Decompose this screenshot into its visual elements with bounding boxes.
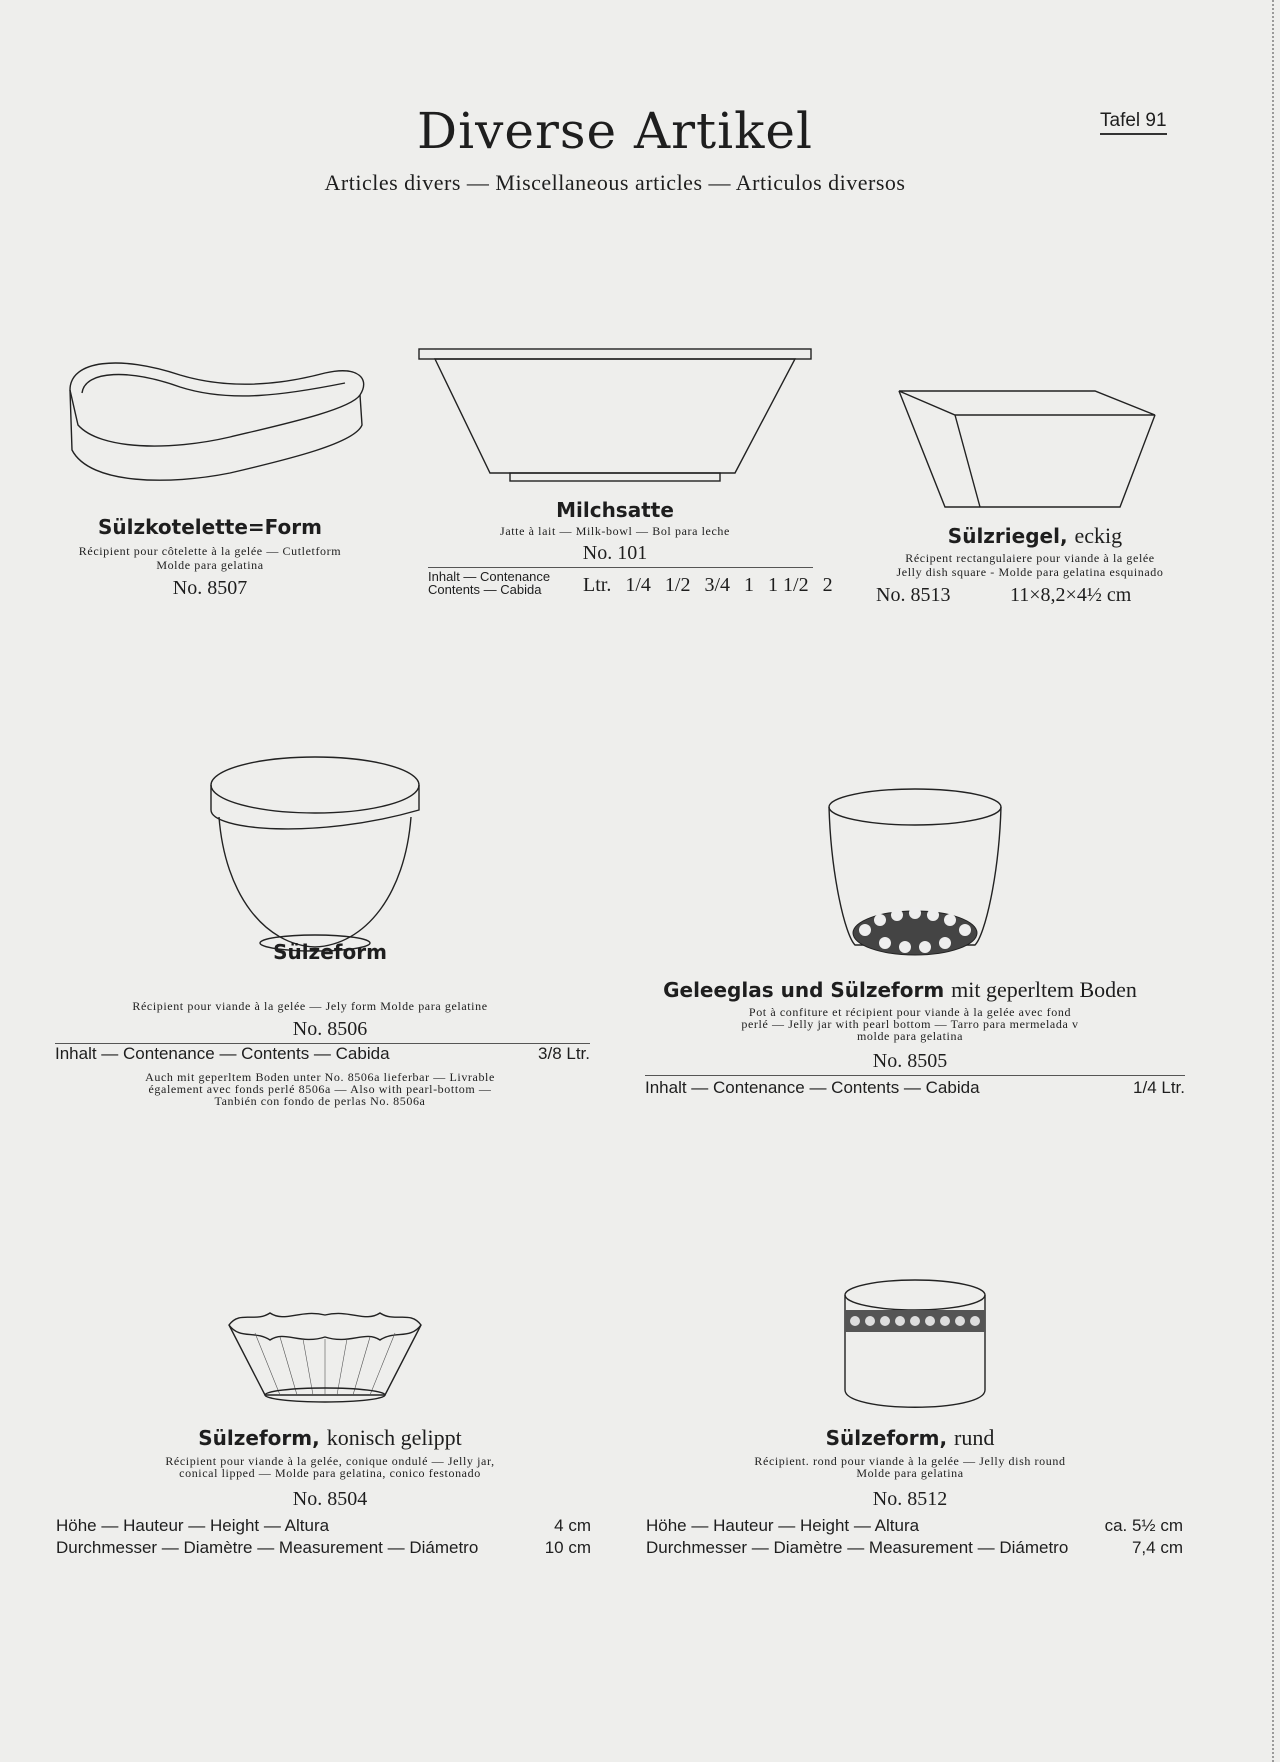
capacity-sizes-101 — [583, 574, 833, 597]
pearl-bottom-jar-illustration — [825, 785, 1005, 960]
size-value: 1 — [744, 574, 755, 596]
product-note-8506 — [70, 1071, 570, 1107]
size-value: 1/4 — [625, 574, 651, 596]
capacity-label-101 — [428, 570, 550, 596]
height-row-8512 — [646, 1516, 1183, 1536]
desc-line: Récipient. rond pour viande à la gelée — Jelly dish round — [754, 1454, 1066, 1468]
divider — [428, 567, 813, 568]
note-line: également avec fonds perlé 8506a — Also with pearl-bottom — — [148, 1082, 492, 1096]
capacity-label-line1: Inhalt — Contenance — [428, 569, 551, 584]
page-edge — [1270, 0, 1274, 1762]
rectangular-dish-illustration — [895, 385, 1160, 510]
product-desc-8504 — [80, 1455, 580, 1479]
product-desc2-8507: Molde para gelatina — [156, 558, 264, 572]
fluted-conical-mould-illustration — [225, 1305, 425, 1405]
desc-line: Récipient pour viande à la gelée, conique ondulé — Jelly jar, — [165, 1454, 495, 1468]
divider — [645, 1075, 1185, 1076]
trapezoid-bowl-illustration — [415, 345, 815, 495]
name-suffix: mit geperltem Boden — [951, 977, 1137, 1002]
unit-label: Ltr. — [583, 574, 612, 596]
product-number-8506: No. 8506 — [292, 1018, 368, 1040]
product-name-8506: Sülzeform — [273, 940, 387, 964]
size-value: 2 — [822, 574, 833, 596]
note-line: Auch mit geperltem Boden unter No. 8506a lieferbar — Livrable — [145, 1070, 495, 1084]
product-number-101: No. 101 — [582, 542, 648, 564]
name-text: Geleeglas und Sülzeform — [663, 978, 945, 1002]
height-row-8504 — [56, 1516, 591, 1536]
size-value: 3/4 — [704, 574, 731, 596]
height-label: Höhe — Hauteur — Height — Altura — [646, 1516, 920, 1535]
page-title: Diverse Artikel — [417, 102, 813, 160]
desc-line: molde para gelatina — [856, 1029, 964, 1043]
round-beaded-dish-illustration — [840, 1275, 990, 1410]
diameter-row-8504 — [56, 1538, 591, 1558]
product-desc-101: Jatte à lait — Milk-bowl — Bol para leche — [500, 524, 730, 538]
capacity-row-8505 — [645, 1078, 1185, 1098]
diameter-value: 10 cm — [544, 1538, 591, 1557]
round-bowl-illustration — [205, 755, 425, 955]
name-text: Sülzriegel, — [947, 524, 1068, 548]
size-value: 1/2 — [664, 574, 691, 596]
capacity-label: Inhalt — Contenance — Contents — Cabida — [55, 1044, 390, 1063]
diameter-value: 7,4 cm — [1131, 1538, 1183, 1557]
desc-line: Pot à confiture et récipient pour viande à la gelée avec fond — [748, 1005, 1072, 1019]
name-suffix: eckig — [1074, 523, 1123, 548]
height-value: 4 cm — [554, 1516, 591, 1535]
product-desc2-8513: Jelly dish square - Molde para gelatina esquinado — [896, 565, 1164, 579]
product-number-8504: No. 8504 — [292, 1488, 368, 1510]
product-name-8513 — [900, 523, 1170, 549]
name-suffix: rund — [954, 1425, 995, 1450]
product-number-8512: No. 8512 — [872, 1488, 948, 1510]
desc-line: conical lipped — Molde para gelatina, conico festonado — [179, 1466, 481, 1480]
product-desc-8512 — [660, 1455, 1160, 1479]
product-desc-8513: Récipent rectangulaiere pour viande à la gelée — [905, 551, 1155, 565]
capacity-label-line2: Contents — Cabida — [428, 582, 542, 597]
capacity-label: Inhalt — Contenance — Contents — Cabida — [645, 1078, 980, 1097]
product-desc-8506: Récipient pour viande à la gelée — Jely form Molde para gelatine — [132, 999, 488, 1013]
name-text: Sülzeform, — [198, 1426, 320, 1450]
name-text: Sülzeform, — [825, 1426, 948, 1450]
diameter-row-8512 — [646, 1538, 1183, 1558]
desc-line: perlé — Jelly jar with pearl bottom — Tarro para mermelada v — [741, 1017, 1079, 1031]
product-dims-8513: 11×8,2×4½ cm — [1010, 584, 1132, 606]
plate-number: Tafel 91 — [1100, 110, 1167, 135]
kidney-shaped-mould-illustration — [60, 355, 380, 505]
product-name-101: Milchsatte — [556, 498, 674, 522]
capacity-value: 3/8 Ltr. — [538, 1044, 590, 1063]
height-value: ca. 5½ cm — [1104, 1516, 1183, 1535]
name-suffix: konisch gelippt — [326, 1425, 462, 1450]
product-number-8507: No. 8507 — [172, 577, 248, 599]
capacity-value: 1/4 Ltr. — [1133, 1078, 1185, 1097]
product-name-8507: Sülzkotelette=Form — [98, 515, 322, 539]
product-desc-8505 — [660, 1006, 1160, 1042]
page-subtitle: Articles divers — Miscellaneous articles — Articulos diversos — [324, 170, 906, 195]
diameter-label: Durchmesser — Diamètre — Measurement — Diámetro — [646, 1538, 1069, 1557]
product-desc-8507: Récipient pour côtelette à la gelée — Cutletform — [78, 544, 342, 558]
height-label: Höhe — Hauteur — Height — Altura — [56, 1516, 330, 1535]
product-name-8505 — [640, 977, 1160, 1003]
product-number-8505: No. 8505 — [872, 1050, 948, 1072]
product-number-8513: No. 8513 — [876, 584, 951, 606]
note-line: Tanbién con fondo de perlas No. 8506a — [214, 1094, 426, 1108]
capacity-row-8506 — [55, 1044, 590, 1064]
size-value: 1 1/2 — [768, 574, 809, 596]
diameter-label: Durchmesser — Diamètre — Measurement — Diámetro — [56, 1538, 479, 1557]
product-name-8512 — [760, 1425, 1060, 1451]
product-name-8504 — [130, 1425, 530, 1451]
desc-line: Molde para gelatina — [856, 1466, 964, 1480]
